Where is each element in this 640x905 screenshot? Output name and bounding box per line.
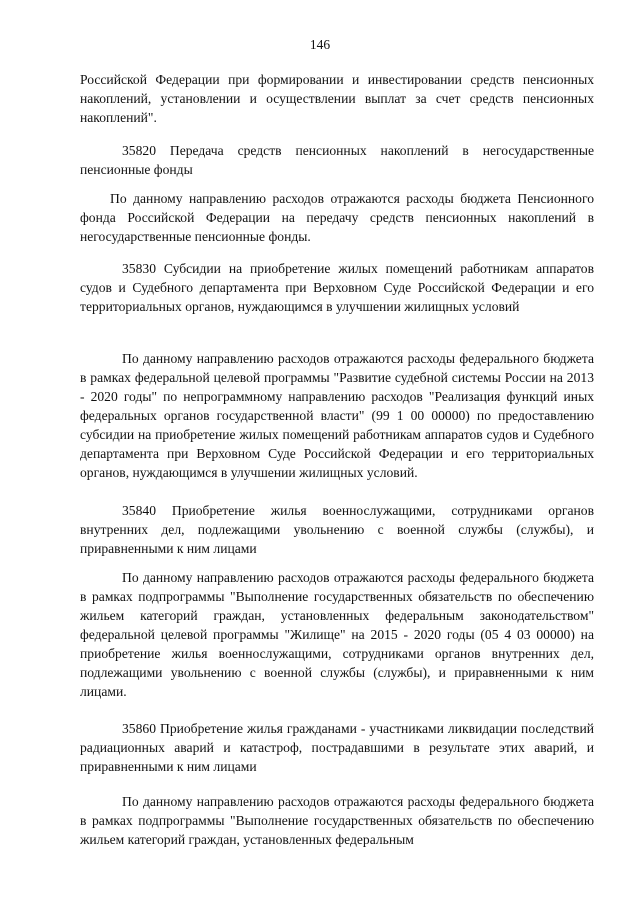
heading-35840: 35840 Приобретение жилья военнослужащими, сотрудниками органов внутренних дел, подлежащими увольнению с военной службы (службы), и приравненными к ним лицами <box>80 503 594 556</box>
paragraph-35830-description: По данному направлению расходов отражаются расходы федерального бюджета в рамках федеральной целевой программы "Развитие судебной системы России на 2013 - 2020 годы" по непрограммному направлению расходов "Реализация функций иных федеральных органов государственной власти" (99 1 00 00000) по предоставлению субсидии на приобретение жилых помещений работникам аппаратов судов и Судебного департамента при Верховном Суде Российской Федерации и его территориальных органов, нуждающимся в улучшении жилищных условий. <box>80 351 594 480</box>
paragraph-continuation: Российской Федерации при формировании и инвестировании средств пенсионных накоплений, установлении и осуществлении выплат за счет средств пенсионных накоплений". <box>80 72 594 125</box>
paragraph-35860-description: По данному направлению расходов отражаются расходы федерального бюджета в рамках подпрограммы "Выполнение государственных обязательств по обеспечению жильем категорий граждан, установленных федеральным <box>80 794 594 847</box>
paragraph-35820-description: По данному направлению расходов отражаются расходы бюджета Пенсионного фонда Российской Федерации на передачу средств пенсионных накоплений в негосударственные пенсионные фонды. <box>80 191 594 244</box>
paragraph-35840-description: По данному направлению расходов отражаются расходы федерального бюджета в рамках подпрограммы "Выполнение государственных обязательств по обеспечению жильем категорий граждан, установленных федеральным законодательством" федеральной целевой программы "Жилище" на 2015 - 2020 годы (05 4 03 00000) на приобретение жилья военнослужащими, сотрудниками органов внутренних дел, подлежащими увольнению с военной службы (службы), и приравненными к ним лицами. <box>80 570 594 699</box>
heading-35860: 35860 Приобретение жилья гражданами - участниками ликвидации последствий радиационных аварий и катастроф, пострадавшими в результате этих аварий, и приравненными к ним лицами <box>80 721 594 774</box>
heading-35820: 35820 Передача средств пенсионных накоплений в негосударственные пенсионные фонды <box>80 143 594 177</box>
heading-35830: 35830 Субсидии на приобретение жилых помещений работникам аппаратов судов и Судебного департамента при Верховном Суде Российской Федерации и его территориальных органов, нуждающимся в улучшении жилищных условий <box>80 261 594 314</box>
page-number: 146 <box>309 37 331 52</box>
